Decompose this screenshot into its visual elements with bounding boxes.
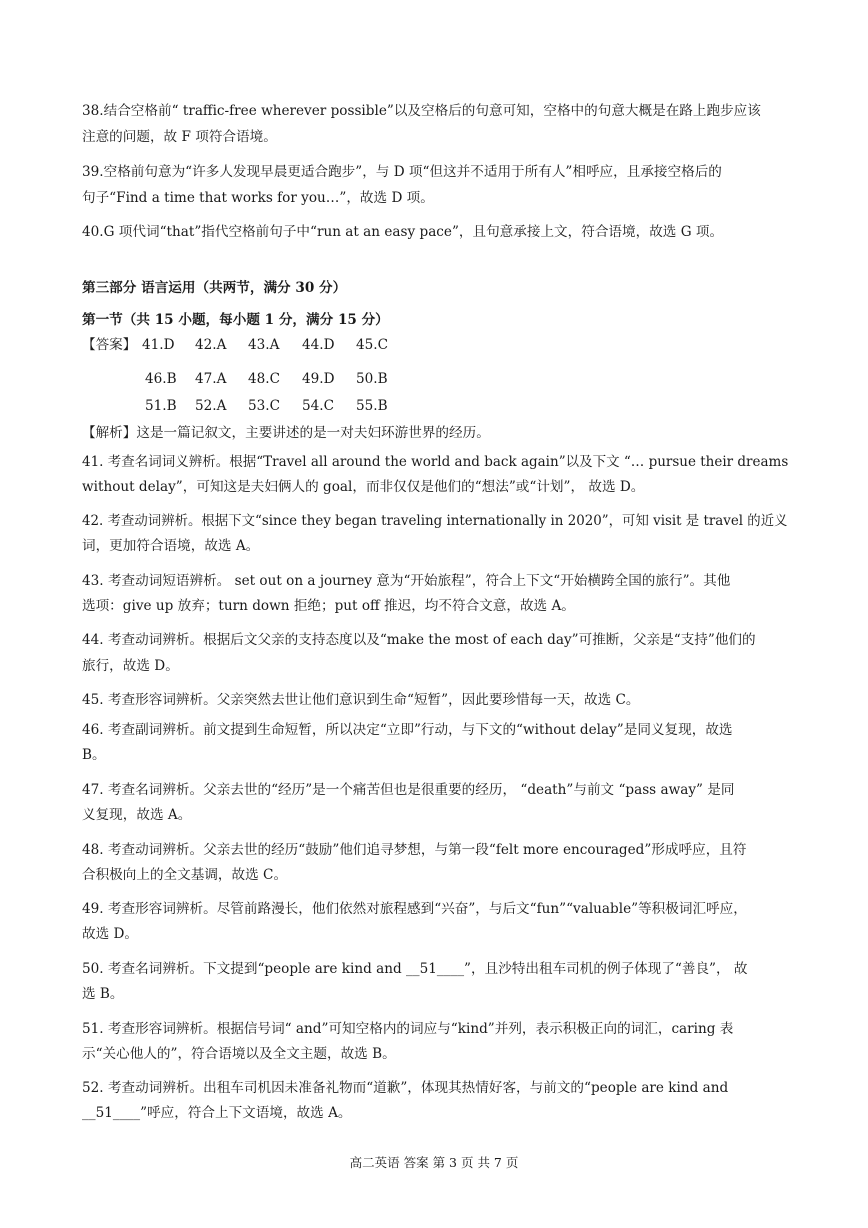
para-38-line-1: 38.结合空格前“ traffic-free wherever possible”以及空格后的句意可知，空格中的句意大概是在路上跑步应该 [82, 103, 761, 119]
answer-item: 53.C [248, 398, 281, 414]
explanation-50-line-2: 选 B。 [82, 986, 124, 1002]
explanation-42-line-1: 42. 考查动词辨析。根据下文“since they began traveling internationally in 2020”，可知 visit 是 travel 的近义 [82, 513, 788, 529]
answer-item: 51.B [145, 398, 177, 414]
para-39-line-2: 句子“Find a time that works for you…”，故选 D 项。 [82, 190, 434, 206]
para-38-line-2: 注意的问题，故 F 项符合语境。 [82, 129, 277, 145]
explanation-51-line-1: 51. 考查形容词辨析。根据信号词“ and”可知空格内的词应与“kind”并列，表示积极正向的词汇，caring 表 [82, 1021, 734, 1037]
explanation-41-line-1: 41. 考查名词词义辨析。根据“Travel all around the world and back again”以及下文 “… pursue their dreams [82, 454, 789, 470]
explanation-43-line-1: 43. 考查动词短语辨析。 set out on a journey 意为“开始旅程”，符合上下文“开始横跨全国的旅行”。其他 [82, 573, 731, 589]
explanation-48-line-2: 合积极向上的全文基调，故选 C。 [82, 867, 288, 883]
explanation-47-line-1: 47. 考查名词辨析。父亲去世的“经历”是一个痛苦但也是很重要的经历， “death”与前文 “pass away” 是同 [82, 782, 735, 798]
explanation-49-line-1: 49. 考查形容词辨析。尽管前路漫长，他们依然对旅程感到“兴奋”，与后文“fun”“valuable”等积极词汇呼应， [82, 901, 747, 917]
explanation-41-line-2: without delay”，可知这是夫妇俩人的 goal，而非仅仅是他们的“想法”或“计划”， 故选 D。 [82, 479, 645, 495]
answer-item: 43.A [248, 337, 280, 353]
para-39-line-1: 39.空格前句意为“许多人发现早晨更适合跑步”，与 D 项“但这并不适用于所有人”相呼应，且承接空格后的 [82, 164, 722, 180]
answer-item: 47.A [195, 371, 227, 387]
answer-item: 50.B [356, 371, 388, 387]
answer-item: 46.B [145, 371, 177, 387]
explanation-49-line-2: 故选 D。 [82, 926, 139, 942]
section-title: 第三部分 语言运用（共两节，满分 30 分） [82, 280, 347, 296]
answer-item: 48.C [248, 371, 281, 387]
para-40-line-1: 40.G 项代词“that”指代空格前句子中“run at an easy pace”，且句意承接上文，符合语境，故选 G 项。 [82, 224, 724, 240]
answer-label: 【答案】 [82, 337, 137, 353]
explanation-44-line-1: 44. 考查动词辨析。根据后文父亲的支持态度以及“make the most of each day”可推断，父亲是“支持”他们的 [82, 632, 756, 648]
analysis-summary: 【解析】这是一篇记叙文，主要讲述的是一对夫妇环游世界的经历。 [82, 425, 490, 441]
answer-item: 49.D [302, 371, 335, 387]
subsection-title: 第一节（共 15 小题，每小题 1 分，满分 15 分） [82, 312, 389, 328]
explanation-44-line-2: 旅行，故选 D。 [82, 658, 179, 674]
explanation-46-line-2: B。 [82, 747, 106, 763]
explanation-45-line-1: 45. 考查形容词辨析。父亲突然去世让他们意识到生命“短暂”，因此要珍惜每一天，故选 C。 [82, 692, 640, 708]
answer-item: 41.D [142, 337, 175, 353]
answer-item: 54.C [302, 398, 335, 414]
explanation-50-line-1: 50. 考查名词辨析。下文提到“people are kind and __51____”，且沙特出租车司机的例子体现了“善良”， 故 [82, 961, 748, 977]
explanation-42-line-2: 词，更加符合语境，故选 A。 [82, 538, 260, 554]
page-footer: 高二英语 答案 第 3 页 共 7 页 [349, 1155, 519, 1170]
answer-item: 45.C [356, 337, 389, 353]
explanation-47-line-2: 义复现，故选 A。 [82, 807, 192, 823]
explanation-51-line-2: 示“关心他人的”，符合语境以及全文主题，故选 B。 [82, 1046, 396, 1062]
explanation-52-line-1: 52. 考查动词辨析。出租车司机因未准备礼物而“道歉”，体现其热情好客，与前文的“people are kind and [82, 1080, 729, 1096]
answer-item: 52.A [195, 398, 227, 414]
answer-item: 44.D [302, 337, 335, 353]
answer-item: 42.A [195, 337, 227, 353]
explanation-48-line-1: 48. 考查动词辨析。父亲去世的经历“鼓励”他们追寻梦想，与第一段“felt more encouraged”形成呼应，且符 [82, 842, 747, 858]
explanation-52-line-2: __51____”呼应，符合上下文语境，故选 A。 [82, 1105, 352, 1121]
explanation-43-line-2: 选项：give up 放弃；turn down 拒绝；put off 推迟，均不符合文意，故选 A。 [82, 598, 575, 614]
answer-item: 55.B [356, 398, 388, 414]
explanation-46-line-1: 46. 考查副词辨析。前文提到生命短暂，所以决定“立即”行动，与下文的“without delay”是同义复现，故选 [82, 722, 733, 738]
